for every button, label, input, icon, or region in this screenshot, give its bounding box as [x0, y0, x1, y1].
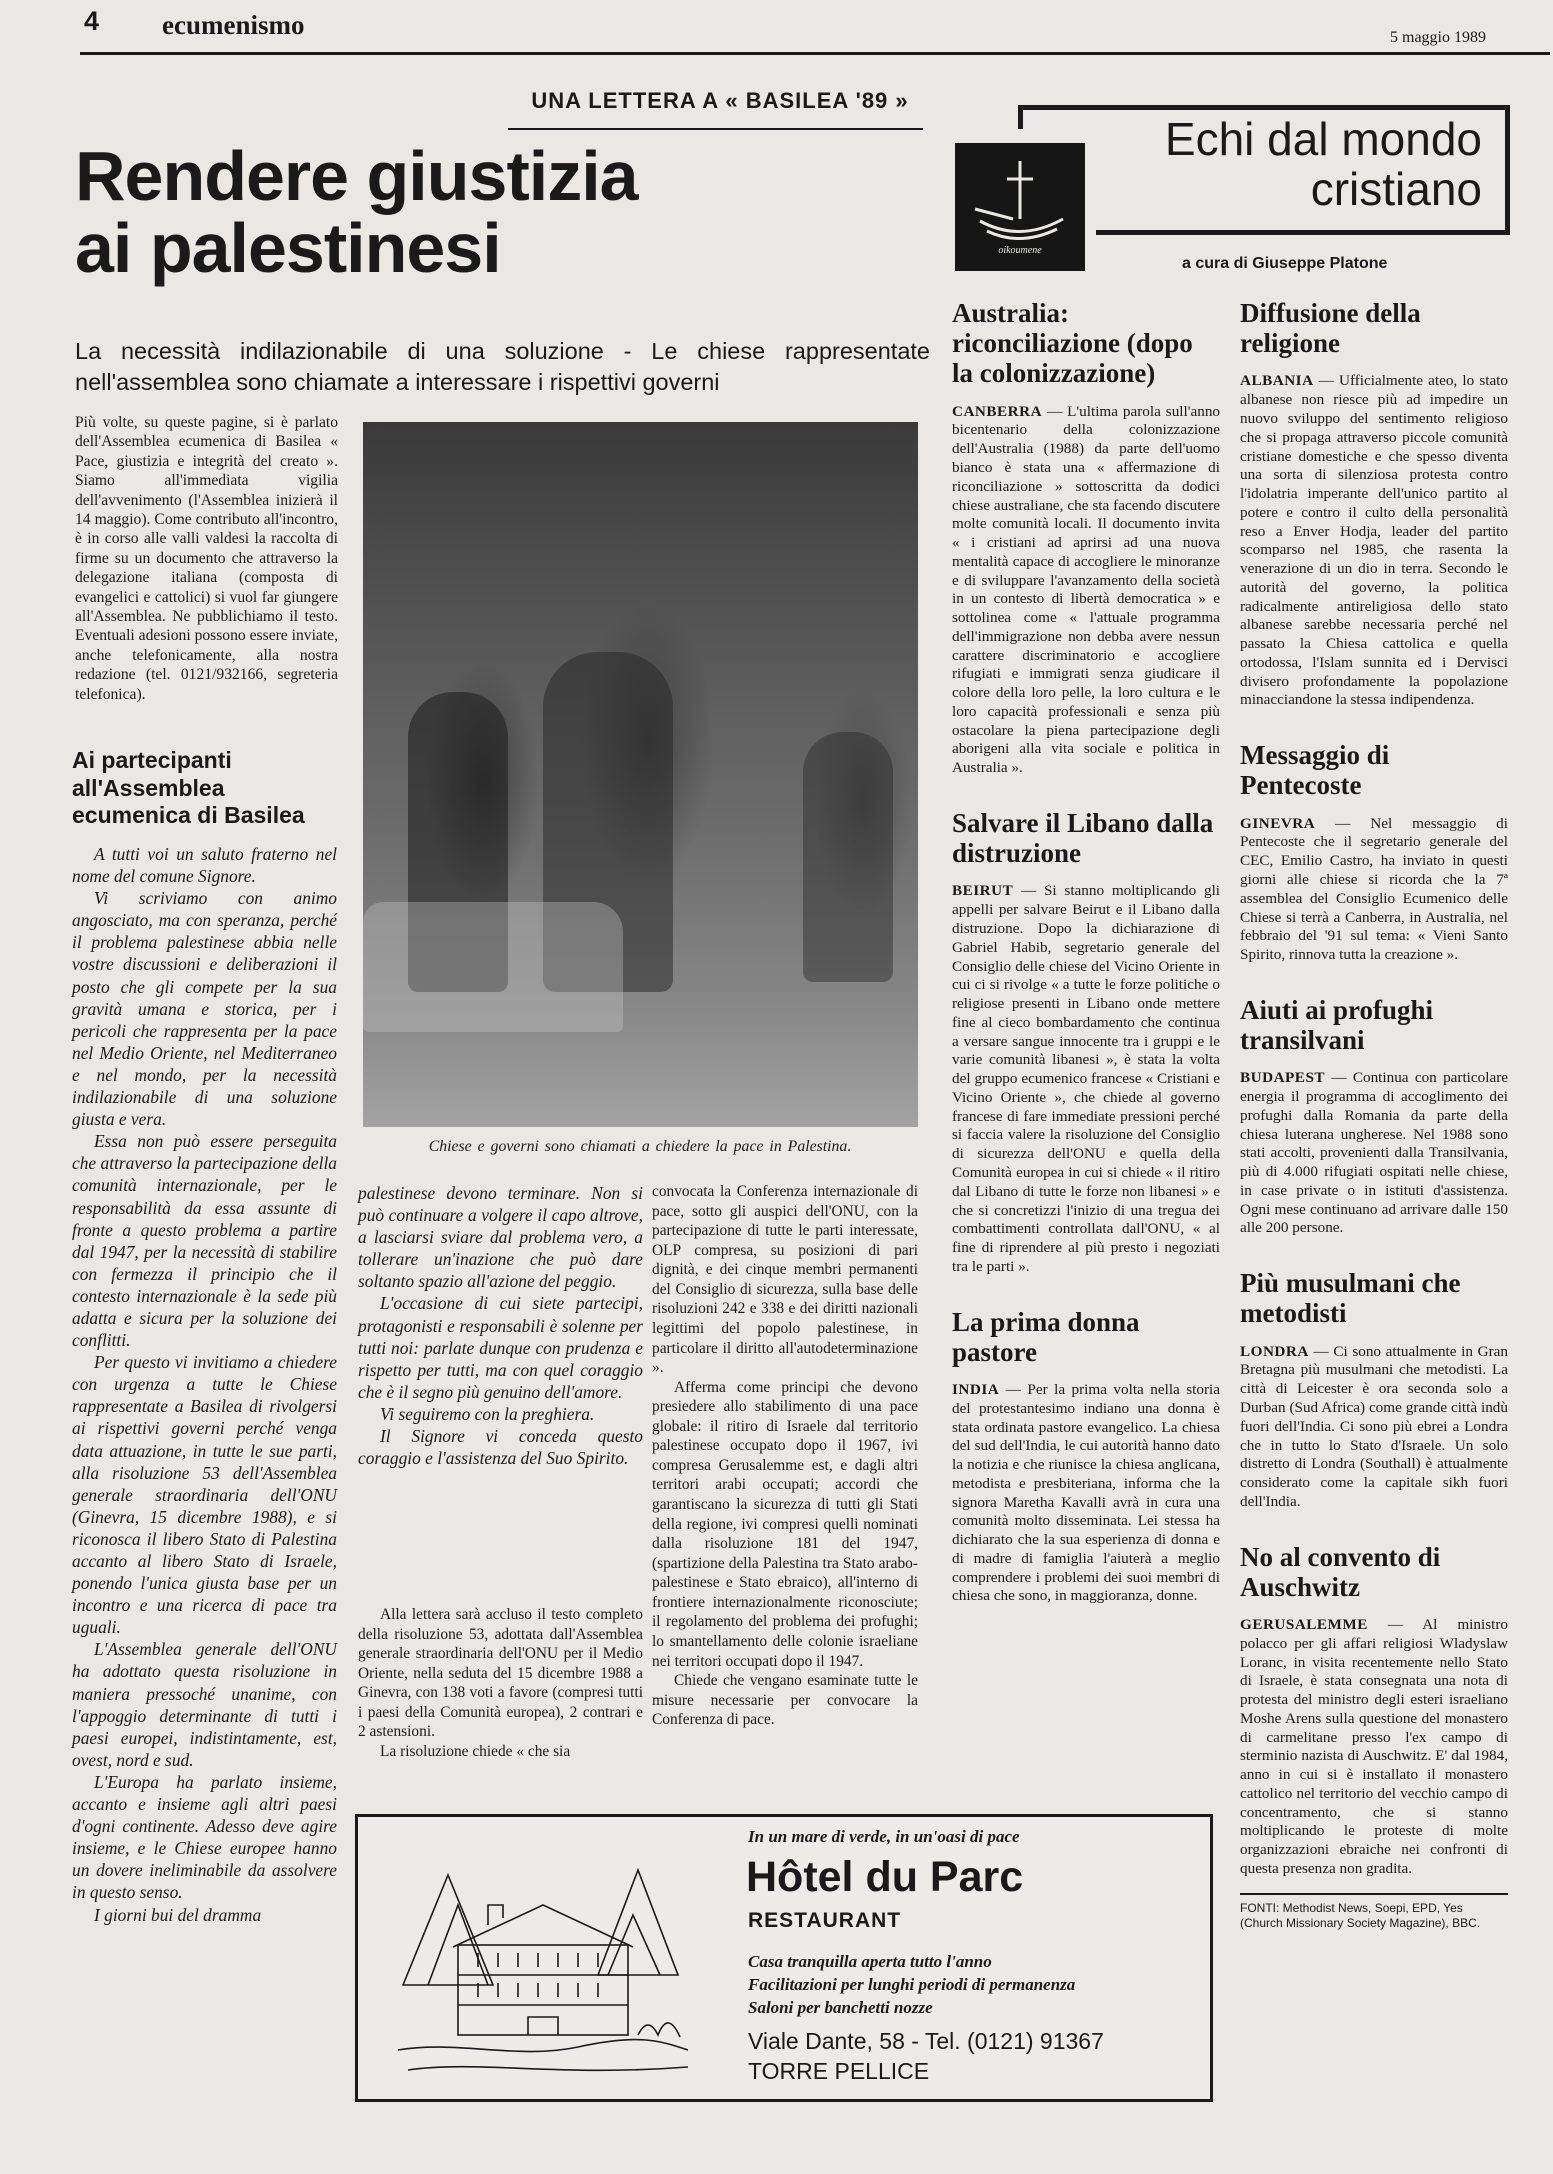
news-heading: Australia: riconciliazione (dopo la colonizzazione): [952, 298, 1193, 389]
note-paragraph: Alla lettera sarà accluso il testo completo della risoluzione 53, adottata dall'Assemblea generale straordinaria dell'ONU per il Medio Oriente, nella seduta del 15 dicembre 1988 a Ginevra, con 138 voti a favore (compresi tutti i paesi della Comunità europea), 2 contrari e 2 astensioni.: [358, 1606, 643, 1741]
letter-column-2: [358, 1182, 643, 1469]
echi-frame-top: [1018, 105, 1510, 110]
news-heading: Diffusione della religione: [1240, 298, 1421, 359]
letter-paragraph: Il Signore vi conceda questo coraggio e l'assistenza del Suo Spirito.: [358, 1426, 643, 1469]
echi-title-line-2: cristiano: [1310, 162, 1482, 215]
news-location: BEIRUT: [952, 882, 1014, 900]
news-item: BUDAPEST — Continua con particolare energia il programma di accoglimento dei profughi dalla Romania da parte della chiesa luterana ungherese. Nel 1988 sono stati accolti, provenienti dalla Transilvania, più di 4.000 rifugiati ospitati nelle chiese, in case private o in istituti d'assistenza. Ogni mese continuano ad arrivare dalle 150 alle 200 persone.: [1240, 1069, 1508, 1237]
news-item: INDIA — Per la prima volta nella storia del protestantesimo indiano una donna è stata ordinata pastore evangelico. La chiesa del sud dell'India, le cui autorità hanno dato la notizia e che riunisce la chiesa anglicana, metodista e presbiteriana, informa che la signora Maretha Kavalli avrà in cura una comunità molto disseminata. Lei stessa ha dichiarato che la sua esperienza di donna e di madre di famiglia l'aiuterà a meglio comprendere i problemi dei suoi membri di chiesa che sono, in maggioranza, donne.: [952, 1381, 1220, 1605]
page-header: [0, 0, 1553, 60]
echi-frame-bottom: [1096, 230, 1510, 235]
logo-signature: oikoumene: [998, 245, 1042, 256]
header-rule: [80, 52, 1550, 55]
article-title: [75, 137, 638, 288]
news-item: CANBERRA — L'ultima parola sull'anno bicentenario della colonizzazione dell'Australia (1988) da parte dell'uomo bianco è stata una « affermazione di riconciliazione » sottoscritta da dodici chiese australiane, che sta facendo discutere molte comunità locali. Il documento invita « i cristiani ad aprirsi ad una nuova mentalità capace di accogliere le minoranze e di sviluppare l'avanzamento della società in un contesto di libertà democratica » e sottolinea come « l'attuale programma dell'immigrazione non debba avere nessun carattere discriminatorio e accogliere rifugiati e immigrati senza giudicare il colore della loro pelle, la loro cultura e le loro capacità professionali e senza più ostacolare la piena partecipazione degli aborigeni alla vita sociale e politica in Australia ».: [952, 402, 1221, 777]
kicker-rule: [508, 128, 923, 130]
ad-hotel-name: Hôtel du Parc: [746, 1853, 1024, 1901]
news-location: GERUSALEMME: [1240, 1616, 1368, 1634]
letter-column-1: [72, 843, 337, 1926]
letter-note-column-3: [652, 1182, 918, 1730]
news-heading: Messaggio di Pentecoste: [1240, 740, 1390, 801]
letter-paragraph: L'Assemblea generale dell'ONU ha adottato questa risoluzione in maniera pressoché unanime, con l'appoggio determinante di tutti i paesi europei, indistintamente, est, ovest, nord e sud.: [72, 1639, 337, 1770]
letter-paragraph: Vi seguiremo con la preghiera.: [380, 1403, 595, 1424]
ad-city: TORRE PELLICE: [748, 2058, 930, 2084]
news-heading: Salvare il Libano dalla distruzione: [952, 808, 1214, 869]
news-body: Continua con particolare energia il programma di accoglimento dei profughi dalla Romania da parte della chiesa luterana ungherese. Nel 1988 sono stati accolti, provenienti dalla Transilvania, più di 4.000 rifugiati ospitati nelle chiese, in case private o in istituti d'assistenza. Ogni mese continuano ad arrivare dalle 150 alle 200 persone.: [1240, 1069, 1508, 1237]
news-item: LONDRA — Ci sono attualmente in Gran Bretagna più musulmani che metodisti. La città di Leicester è ora seconda solo a Durban (Sud Africa) come grande città indù fuori dell'India. Ci sono più ebrei a Londra che in tutto lo Stato d'Israele. Un solo distretto di Londra (Southall) è attualmente considerato come la capitale sikh fuori dell'India.: [1240, 1342, 1509, 1510]
echi-title-line-1: Echi dal mondo: [1164, 113, 1482, 165]
ad-restaurant-label: RESTAURANT: [748, 1909, 902, 1932]
news-heading: La prima donna pastore: [952, 1306, 1140, 1367]
photo-caption: Chiese e governi sono chiamati a chiedere la pace in Palestina.: [428, 1138, 852, 1155]
hotel-advertisement: [355, 1814, 1213, 2102]
news-item: BEIRUT — Si stanno moltiplicando gli appelli per salvare Beirut e il Libano dalla distruzione. Dopo la dichiarazione di Gabriel Habib, segretario generale del Consiglio delle chiese del Vicino Oriente in cui ci si rivolge « a tutte le forze politiche o religiose presenti in Libano onde mettere fine al cieco bombardamento che continua a versare sangue innocente tra i gruppi e le varie comunità libanesi », è stata la volta del gruppo ecumenico francese « Cristiani e Vicino Oriente », che chiede al governo francese di fare immediate pressioni perché si faccia valere la risoluzione del Consiglio di sicurezza dell'ONU e quella della Comunità europea in cui si chiede « il ritiro dal Libano di tutte le forze non libanesi » e che si concretizzi l'inizio di una tregua dei combattimenti controllata dall'ONU, « al fine di riprendere al più presto i negoziati tra le parti ».: [952, 882, 1221, 1275]
sources-block: [1240, 1893, 1508, 1932]
echi-logo: [955, 143, 1085, 271]
note-paragraph: Afferma come principi che devono presiedere allo stabilimento di una pace globale: il ritiro di Israele dal territorio palestinese occupato dopo il 1967, ivi compresa Gerusalemme est, e dagli altri territori arabi occupati; accordi che garantiscano la sicurezza di tutti gli Stati della regione, ivi compresi quelli nominati dalla risoluzione 181 del 1947, (spartizione della Palestina tra Stato arabo-palestinese e Stato ebraico), all'interno di frontiere internazionalmente riconosciute; il regolamento del problema dei profughi; lo smantellamento delle colonie israeliane nei territori occupati dopo il 1947.: [652, 1378, 918, 1670]
article-subtitle: La necessità indilazionabile di una soluzione - Le chiese rappresentate nell'assemblea sono chiamate a interessare i rispettivi governi: [75, 338, 930, 395]
news-location: CANBERRA: [952, 402, 1043, 420]
hotel-building: [458, 1945, 628, 2035]
title-line-1: Rendere giustizia: [75, 137, 638, 215]
letter-paragraph: Per questo vi invitiamo a chiedere con urgenza a tutte le Chiese rappresentate a Basilea di rivolgersi ai rispettivi governi perché venga data attuazione, in tutte le sue parti, alla risoluzione 53 dell'Assemblea generale straordinaria dell'ONU (Ginevra, 15 dicembre 1988), e si riconosca il libero Stato di Palestina accanto al libero Stato di Israele, ponendo l'unica giusta base per un incontro e una ricerca di pace tra uguali.: [72, 1352, 337, 1638]
letter-paragraph: Vi scriviamo con animo angosciato, ma con speranza, perché il problema palestinese abbia nelle vostre discussioni e deliberazioni il posto che gli compete per la sua gravità umana e storica, per i pericoli che rappresenta per la pace nel Medio Oriente, nel Mediterraneo e nel mondo, per la necessità indilazionabile di una soluzione giusta e vera.: [72, 888, 337, 1130]
ad-tagline: In un mare di verde, in un'oasi di pace: [748, 1827, 1020, 1846]
echi-byline: a cura di Giuseppe Platone: [1182, 255, 1388, 272]
echi-frame-left: [1018, 105, 1023, 129]
news-column-left: [952, 298, 1220, 1606]
ad-line-3: Saloni per banchetti nozze: [748, 1998, 933, 2017]
letter-paragraph: L'Europa ha parlato insieme, accanto e insieme agli altri paesi d'ogni continente. Adesso deve agire insieme, e le Chiese europee hanno un dovere ineliminabile da assolvere in questo senso.: [72, 1771, 337, 1903]
news-body: Ci sono attualmente in Gran Bretagna più musulmani che metodisti. La città di Leicester è ora seconda solo a Durban (Sud Africa) come grande città indù fuori dell'India. Ci sono più ebrei a Londra che in tutto lo Stato d'Israele. Un solo distretto di Londra (Southall) è attualmente considerato come la capitale sikh fuori dell'India.: [1240, 1342, 1509, 1510]
letter-heading: Ai partecipanti all'Assemblea ecumenica di Basilea: [72, 747, 305, 829]
news-body: Nel messaggio di Pentecoste che il segretario generale del CEC, Emilio Castro, ha inviato in questi giorni alle chiese si ricorda che la 7ª assemblea del Consiglio Ecumenico delle Chiese si terrà a Canberra, in Australia, nel febbraio del '91 sul tema: « Vieni Santo Spirito, rinnova tutta la creazione ».: [1240, 814, 1508, 964]
news-location: BUDAPEST: [1240, 1069, 1326, 1087]
news-location: LONDRA: [1240, 1342, 1309, 1360]
news-location: GINEVRA: [1240, 814, 1316, 832]
news-body: Per la prima volta nella storia del protestantesimo indiano una donna è stata ordinata pastore evangelico. La chiesa del sud dell'India, le cui autorità hanno dato la notizia e che riunisce la chiesa anglicana, metodista e presbiteriana, informa che la signora Maretha Kavalli avrà in cura una comunità molto disseminata. Lei stessa ha dichiarato che la sua esperienza di donna e di madre di famiglia l'aiuterà a meglio comprendere i problemi dei suoi membri di chiesa che sono, in maggioranza, donne.: [952, 1381, 1220, 1605]
sources-note: FONTI: Methodist News, Soepi, EPD, Yes (Church Missionary Society Magazine), BBC.: [1240, 1900, 1481, 1931]
ad-address: Viale Dante, 58 - Tel. (0121) 91367: [748, 2028, 1104, 2054]
letter-paragraph: palestinese devono terminare. Non si può continuare a volgere il capo altrove, a lasciarsi sviare dal problema vero, a tollerare un'inazione che può dare soltanto spazio all'azione del peggio.: [358, 1183, 643, 1292]
news-location: INDIA: [952, 1381, 1000, 1399]
title-line-2: ai palestinesi: [75, 209, 501, 288]
tree-right: [598, 1870, 678, 1975]
news-heading: Aiuti ai profughi transilvani: [1240, 994, 1434, 1056]
ad-line-1: Casa tranquilla aperta tutto l'anno: [748, 1952, 992, 1971]
letter-note-column-2: [358, 1605, 643, 1762]
note-paragraph: convocata la Conferenza internazionale di pace, sotto gli auspici dell'ONU, con la partecipazione di tutte le parti interessate, OLP compresa, su posizioni di pari dignità, e dei cinque membri permanenti del Consiglio di sicurezza, sulla base delle risoluzioni 242 e 338 e dei diritti nazionali legittimi del popolo palestinese, in particolare il diritto all'autodeterminazione ».: [652, 1183, 918, 1377]
letter-paragraph: Essa non può essere perseguita che attraverso la partecipazione della comunità internazionale, per le responsabilità da essa assunte di fronte a questo problema a partire dal 1947, per la necessità di stabilire con fermezza il principio che il contesto internazionale è la sede più adatta e sicura per la soluzione dei conflitti.: [72, 1131, 337, 1351]
news-heading: Più musulmani che metodisti: [1240, 1268, 1461, 1329]
news-item: GINEVRA — Nel messaggio di Pentecoste che il segretario generale del CEC, Emilio Castro, ha inviato in questi giorni alle chiese si ricorda che la 7ª assemblea del Consiglio Ecumenico delle Chiese si terrà a Canberra, in Australia, nel febbraio del '91 sul tema: « Vieni Santo Spirito, rinnova tutta la creazione ».: [1240, 814, 1508, 964]
news-item: GERUSALEMME — Al ministro polacco per gli affari religiosi Wladyslaw Loranc, in visita recentemente nello Stato di Israele, è stata consegnata una nota di protesta del ministro degli esteri israeliano Moshe Arens sulla questione del monastero di carmelitane presso l'ex campo di sterminio nazista di Auschwitz. E' dal 1984, anno in cui si è installato il monastero cattolico nel territorio del vecchio campo di concentramento, che si stanno moltiplicando le proteste di molte organizzazioni ebraiche nei confronti di questa presenza non gradita.: [1240, 1616, 1508, 1877]
echi-title: [1100, 115, 1482, 214]
letter-paragraph: I giorni bui del dramma: [94, 1904, 262, 1925]
page-number: 4: [84, 6, 100, 36]
letter-paragraph: L'occasione di cui siete partecipi, protagonisti e responsabili è solenne per tutti noi: parlate dunque con prudenza e rispetto per tutti, ma con quel coraggio che è il segno più genuino dell'amore.: [358, 1293, 643, 1402]
echi-frame-right: [1505, 105, 1510, 235]
news-body: L'ultima parola sull'anno bicentenario della colonizzazione dell'Australia (1988) da parte dell'uomo bianco è stata una « affermazione di riconciliazione » sottoscritta da dodici chiese australiane, che sta facendo discutere molte comunità locali. Il documento invita « i cristiani ad aprirsi ad una nuova mentalità capace di accogliere le minoranze e di sviluppare l'avanzamento della società in un contesto di libertà democratica » e sottolinea come « l'attuale programma dell'immigrazione non debba avere nessun carattere discriminatorio e accogliere rifugiati e immigrati senza giudicare il colore della loro pelle, la loro cultura e le loro capacità professionali e senza più ostacolare la piena partecipazione degli aborigeni alla vita sociale e politica in Australia ».: [952, 402, 1221, 777]
photo-car: [363, 902, 623, 1032]
news-column-right: [1240, 298, 1508, 1932]
issue-date: 5 maggio 1989: [1390, 29, 1486, 46]
ad-line-2: Facilitazioni per lunghi periodi di permanenza: [748, 1975, 1076, 1994]
article-intro: Più volte, su queste pagine, si è parlato dell'Assemblea ecumenica di Basilea « Pace, giustizia e integrità del creato ». Siamo all'immediata vigilia dell'avvenimento (l'Assemblea inizierà il 14 maggio). Come contributo all'incontro, è in corso alle valli valdesi la raccolta di firme su un documento che attraverso la delegazione italiana (composta di evangelici e cattolici) si vuol far giungere all'Assemblea. Ne pubblichiamo il testo. Eventuali adesioni possono essere inviate, anche telefonicamente, alla nostra redazione (tel. 0121/932166, segreteria telefonica).: [75, 414, 338, 703]
section-name: ecumenismo: [162, 10, 305, 40]
news-body: Al ministro polacco per gli affari religiosi Wladyslaw Loranc, in visita recentemente nello Stato di Israele, è stata consegnata una nota di protesta del ministro degli esteri israeliano Moshe Arens sulla questione del monastero di carmelitane presso l'ex campo di sterminio nazista di Auschwitz. E' dal 1984, anno in cui si è installato il monastero cattolico nel territorio del vecchio campo di concentramento, che si stanno moltiplicando le proteste di molte organizzazioni ebraiche nei confronti di questa presenza non gradita.: [1240, 1616, 1508, 1877]
news-body: Ufficialmente ateo, lo stato albanese non riesce più ad impedire un nuovo sviluppo del sentimento religioso che si propaga attraverso piccole comunità cristiane domestiche e che spesso diventa una sorta di silenziosa protesta contro l'idolatria imperante dell'unico partito al potere e contro il culto della personalità reso a Enver Hodja, leader del partito scomparso nel 1985, che rasenta la venerazione di un dio in terra. Secondo le autorità del governo, la politica radicalmente antireligiosa dello stato albanese sarebbe necessaria perché nel passato la Chiesa cattolica e quella ortodossa, l'Islam sunnita ed i Dervisci divisero profondamente la popolazione minacciandone la stessa indipendenza.: [1240, 372, 1508, 709]
news-body: Si stanno moltiplicando gli appelli per salvare Beirut e il Libano dalla distruzione. Dopo la dichiarazione di Gabriel Habib, segretario generale del Consiglio delle chiese del Vicino Oriente in cui ci si rivolge « a tutte le forze politiche o religiose presenti in Libano onde mettere fine al cieco bombardamento che continua a versare sangue innocente tra i gruppi e le varie comunità libanesi », è stata la volta del gruppo ecumenico francese « Cristiani e Vicino Oriente », che chiede al governo francese di fare immediate pressioni perché si faccia valere la risoluzione del Consiglio di sicurezza dell'ONU e quella della Comunità europea in cui si chiede « il ritiro dal Libano di tutte le forze non libanesi » e che si concretizzi l'inizio di una tregua dei combattimenti controllata dall'ONU, « al fine di riprendere al più presto i negoziati tra le parti ».: [952, 882, 1221, 1275]
note-paragraph: La risoluzione chiede « che sia: [380, 1742, 571, 1760]
news-heading: No al convento di Auschwitz: [1240, 1541, 1441, 1602]
photo-figure-right: [803, 732, 893, 982]
article-photo: [363, 422, 918, 1127]
article-kicker: UNA LETTERA A « BASILEA '89 »: [531, 88, 909, 113]
news-item: ALBANIA — Ufficialmente ateo, lo stato albanese non riesce più ad impedire un nuovo sviluppo del sentimento religioso che si propaga attraverso piccole comunità cristiane domestiche e che spesso diventa una sorta di silenziosa protesta contro l'idolatria imperante dell'unico partito al potere e contro il culto della personalità reso a Enver Hodja, leader del partito scomparso nel 1985, che rasenta la venerazione di un dio in terra. Secondo le autorità del governo, la politica radicalmente antireligiosa dello stato albanese sarebbe necessaria perché nel passato la Chiesa cattolica e quella ortodossa, l'Islam sunnita ed i Dervisci divisero profondamente la popolazione minacciandone la stessa indipendenza.: [1240, 372, 1508, 709]
hotel-illustration: [398, 1835, 688, 2080]
note-paragraph: Chiede che vengano esaminate tutte le misure necessarie per convocare la Conferenza di pace.: [652, 1672, 918, 1729]
letter-paragraph: A tutti voi un saluto fraterno nel nome del comune Signore.: [72, 844, 337, 887]
news-location: ALBANIA: [1240, 372, 1314, 390]
